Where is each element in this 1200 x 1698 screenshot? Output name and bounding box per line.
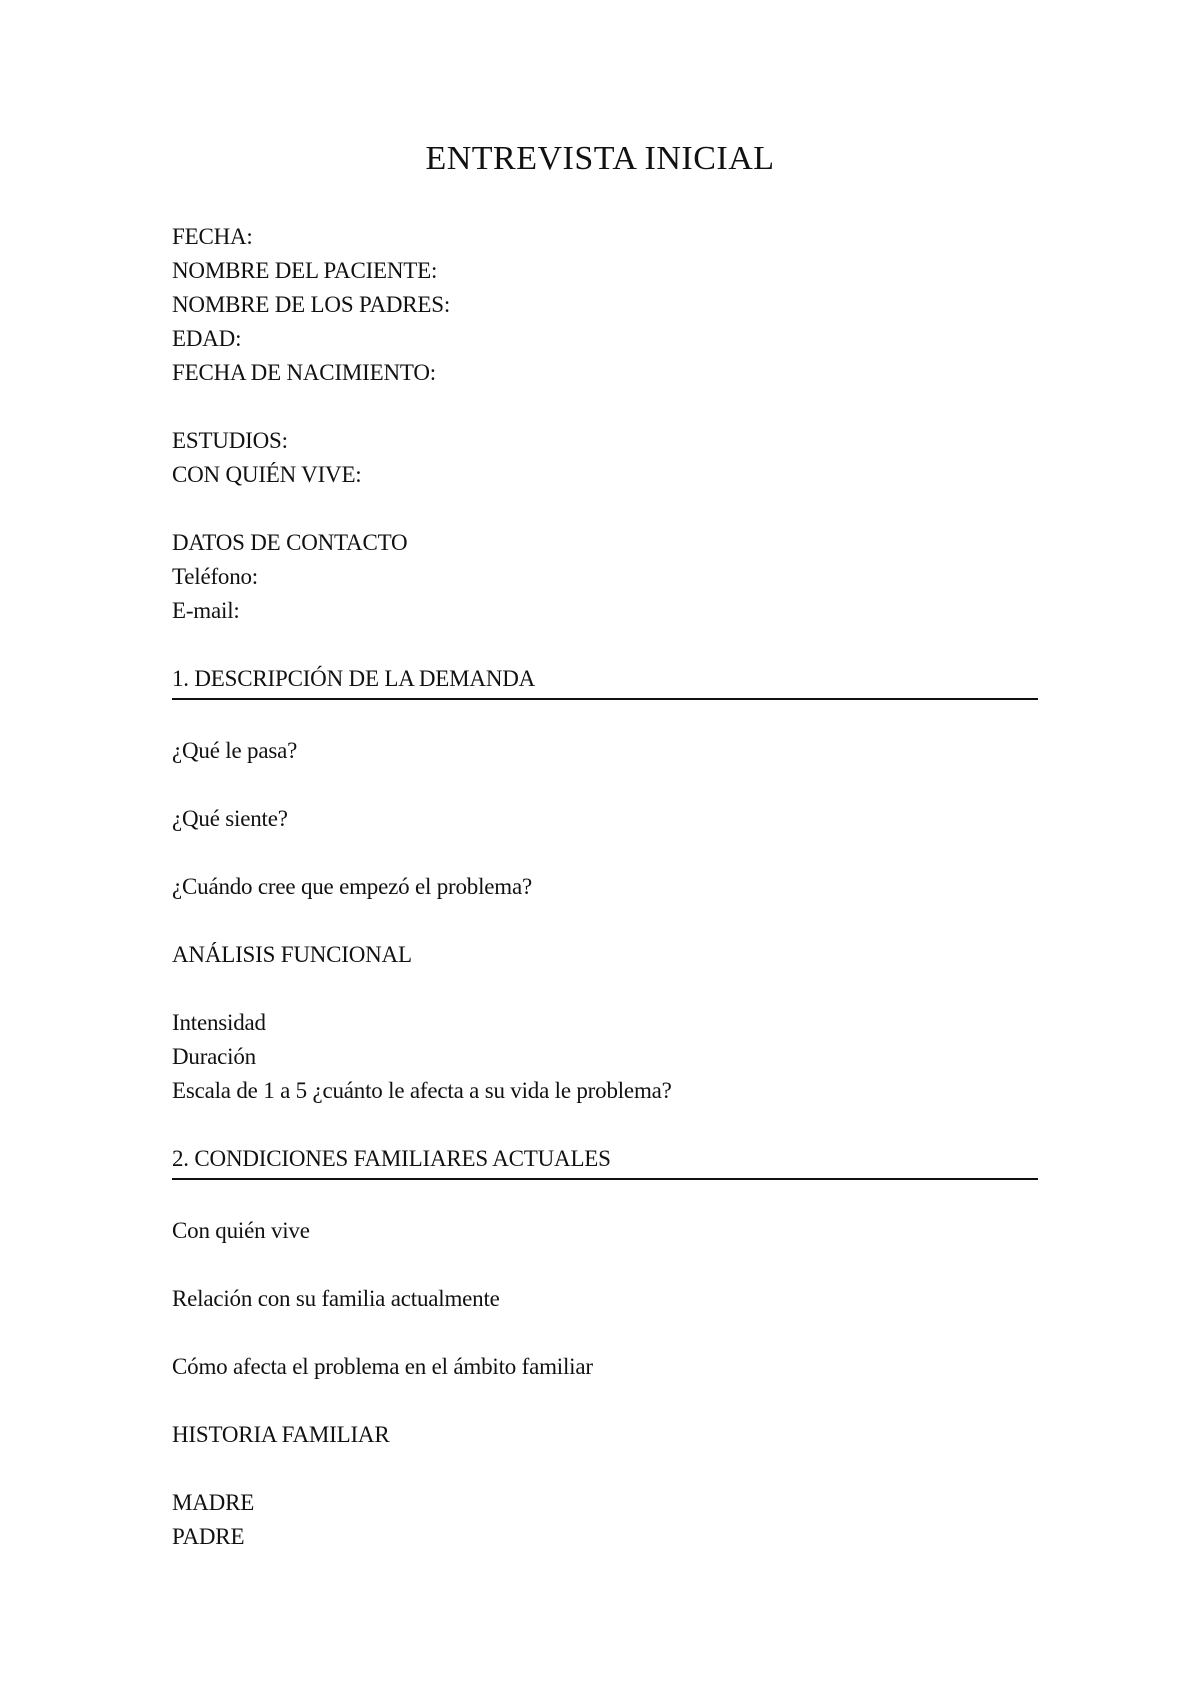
section1-divider — [172, 698, 1038, 700]
item-relacion-familia: Relación con su familia actualmente — [172, 1286, 500, 1311]
question-que-siente: ¿Qué siente? — [172, 806, 288, 831]
section1-heading: 1. DESCRIPCIÓN DE LA DEMANDA — [172, 666, 536, 691]
analysis-heading: ANÁLISIS FUNCIONAL — [172, 942, 412, 967]
history-heading: HISTORIA FAMILIAR — [172, 1422, 390, 1447]
item-con-quien-vive: Con quién vive — [172, 1218, 310, 1243]
document-title: ENTREVISTA INICIAL — [425, 140, 775, 177]
item-intensidad: Intensidad — [172, 1010, 266, 1035]
section2-heading: 2. CONDICIONES FAMILIARES ACTUALES — [172, 1146, 611, 1171]
field-fecha-nacimiento: FECHA DE NACIMIENTO: — [172, 360, 436, 385]
section2-divider — [172, 1178, 1038, 1180]
contact-heading: DATOS DE CONTACTO — [172, 530, 408, 555]
question-que-le-pasa: ¿Qué le pasa? — [172, 738, 298, 763]
field-fecha: FECHA: — [172, 224, 253, 249]
item-afecta-familiar: Cómo afecta el problema en el ámbito familiar — [172, 1354, 593, 1379]
item-duracion: Duración — [172, 1044, 256, 1069]
field-nombre-padres: NOMBRE DE LOS PADRES: — [172, 292, 451, 317]
item-madre: MADRE — [172, 1490, 255, 1515]
field-edad: EDAD: — [172, 326, 242, 351]
item-escala: Escala de 1 a 5 ¿cuánto le afecta a su vida le problema? — [172, 1078, 672, 1103]
item-padre: PADRE — [172, 1524, 245, 1549]
field-nombre-paciente: NOMBRE DEL PACIENTE: — [172, 258, 438, 283]
field-email: E-mail: — [172, 598, 240, 623]
field-con-quien-vive: CON QUIÉN VIVE: — [172, 462, 362, 487]
question-cuando-empezo: ¿Cuándo cree que empezó el problema? — [172, 874, 532, 899]
field-telefono: Teléfono: — [172, 564, 258, 589]
field-estudios: ESTUDIOS: — [172, 428, 288, 453]
